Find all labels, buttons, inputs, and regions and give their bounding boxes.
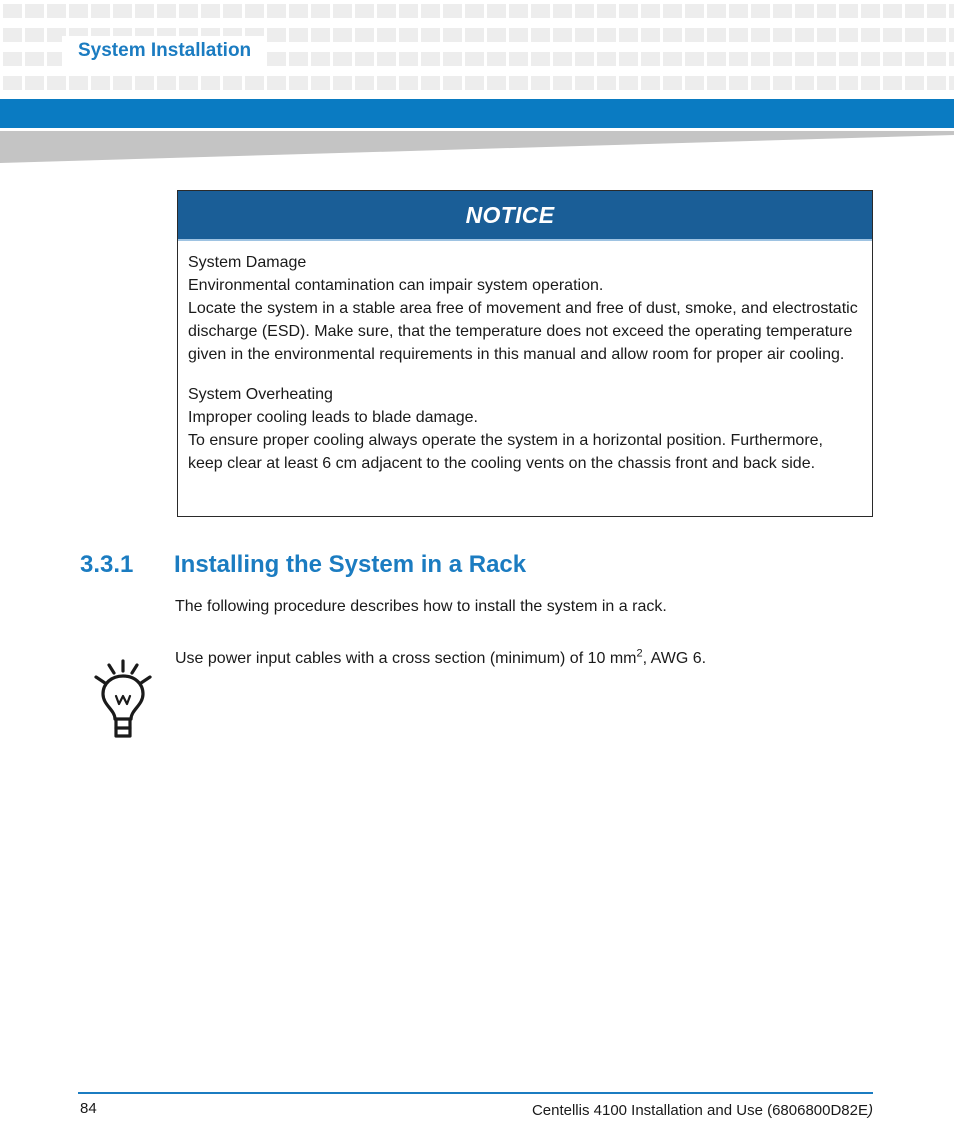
notice-box (177, 190, 873, 517)
section-heading (80, 549, 526, 581)
notice-overheat-line1: Improper cooling leads to blade damage. (188, 409, 478, 426)
notice-overheat-line2: To ensure proper cooling always operate the system in a horizontal position. Furthermore, keep clear at least 6 cm adjacent to the cooling vents on the chassis front and back side. (188, 432, 823, 472)
notice-damage-line2: Locate the system in a stable area free of movement and free of dust, smoke, and electrostatic discharge (ESD). Make sure, that the temperature does not exceed the operating temperature given in the environmental requirements in this manual and allow room for proper air cooling. (188, 300, 858, 363)
footer-rule (78, 1092, 873, 1094)
notice-damage-title: System Damage (188, 254, 307, 271)
lightbulb-icon (92, 658, 154, 740)
header-blue-band (0, 99, 954, 128)
document-title (532, 1101, 873, 1121)
section-intro: The following procedure describes how to install the system in a rack. (175, 598, 667, 615)
document-title-close: ) (868, 1102, 873, 1119)
tip-text-end: , AWG 6. (642, 650, 707, 667)
notice-header (178, 191, 872, 241)
tip-text (175, 648, 706, 670)
notice-body (178, 241, 872, 475)
section-number: 3.3.1 (80, 551, 134, 578)
page-number: 84 (80, 1100, 97, 1117)
tip-superscript: 2 (636, 647, 643, 660)
running-header-title: System Installation (62, 36, 265, 68)
header-grey-band (0, 131, 954, 163)
notice-heading: NOTICE (465, 201, 555, 228)
notice-damage-line1: Environmental contamination can impair system operation. (188, 277, 604, 294)
section-title: Installing the System in a Rack (174, 551, 527, 578)
tip-text-main: Use power input cables with a cross section (minimum) of 10 mm (175, 650, 637, 667)
notice-overheat-title: System Overheating (188, 386, 333, 403)
document-title-text: Centellis 4100 Installation and Use (6806800D82E (531, 1102, 868, 1119)
